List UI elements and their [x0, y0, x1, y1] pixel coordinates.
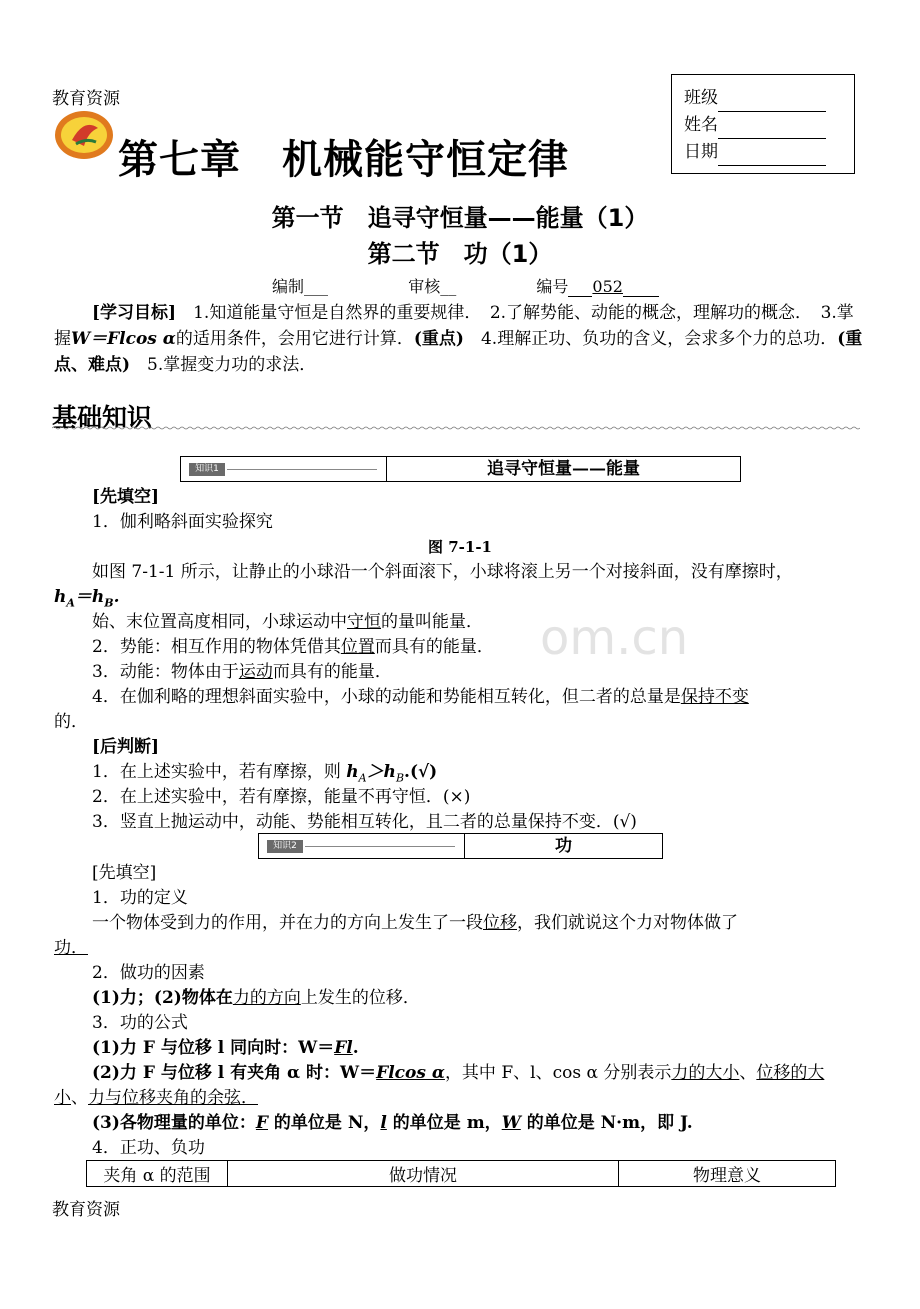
work-table — [86, 1160, 836, 1187]
item-work-factors: 2．做功的因素 — [92, 963, 205, 983]
table-header-row — [87, 1161, 836, 1187]
name-field[interactable]: 姓名 — [684, 112, 854, 139]
footer-resource: 教育资源 — [52, 1200, 120, 1220]
header-resource: 教育资源 — [52, 89, 120, 109]
watermark-text: om.cn — [540, 610, 689, 666]
formula-1: (1)力 F 与位移 l 同向时：W＝Fl. — [92, 1038, 359, 1058]
item-positive-negative-work: 4．正功、负功 — [92, 1138, 205, 1158]
school-logo — [54, 110, 114, 160]
meta-line — [272, 274, 659, 297]
editor: 编制___ — [272, 277, 329, 296]
learning-goals: [学习目标] 1.知道能量守恒是自然界的重要规律． 2.了解势能、动能的概念，理解功的概念． 3.掌握W＝Flcos α的适用条件，会用它进行计算．(重点) 4.理解正功、负功的含义，会求多个力的总功．(重点、难点) 5.掌握变力功的求法． — [54, 303, 863, 375]
table-header-meaning: 物理意义 — [619, 1161, 836, 1187]
item-potential-energy: 2．势能：相互作用的物体凭借其位置而具有的能量． — [92, 637, 494, 657]
judge-1: 1．在上述实验中，若有摩擦，则 $h_A>h_B.(√)$ — [92, 762, 438, 785]
figure-caption: 图 7-1-1 — [428, 538, 492, 556]
item-kinetic-energy: 3．动能：物体由于运动而具有的能量． — [92, 662, 392, 682]
table-header-work: 做功情况 — [228, 1161, 619, 1187]
item-1-1: 1．伽利略斜面实验探究 — [92, 512, 273, 532]
para-work-factors: (1)力；(2)物体在力的方向上发生的位移． — [92, 988, 420, 1008]
class-field[interactable]: 班级 — [684, 85, 854, 112]
knowledge-tag-1: 知识1 — [189, 463, 225, 476]
knowledge-box-2 — [258, 833, 663, 859]
wavy-divider — [52, 426, 860, 430]
fill-heading-2: [先填空] — [92, 863, 157, 883]
judge-3: 3．竖直上抛运动中，动能、势能相互转化，且二者的总量保持不变．(√) — [92, 812, 637, 832]
formula-units: (3)各物理量的单位：F 的单位是 N，l 的单位是 m，W 的单位是 N·m，即 J. — [92, 1113, 693, 1133]
item-ideal-experiment-end: 的． — [54, 712, 88, 732]
number-label: 编号 — [536, 277, 569, 296]
reviewer: 审核__ — [408, 277, 457, 296]
student-info-box — [671, 74, 855, 174]
chapter-title: 第七章 机械能守恒定律 — [118, 137, 569, 183]
formula-2: (2)力 F 与位移 l 有夹角 α 时：W＝Flcos α，其中 F、l、cos α 分别表示力的大小、位移的大 — [92, 1063, 825, 1083]
para-galileo: 如图 7-1-1 所示，让静止的小球沿一个斜面滚下，小球将滚上另一个对接斜面，没有摩擦时， — [92, 562, 793, 582]
height-equation: $h_A=h_B$. — [54, 587, 120, 610]
knowledge-box-1 — [180, 456, 741, 482]
fill-heading-1: [先填空] — [92, 487, 160, 507]
para-work-definition-end: 功． — [54, 938, 88, 958]
number-value: 052 — [592, 277, 623, 296]
knowledge-title-1: 追寻守恒量——能量 — [487, 459, 640, 479]
item-ideal-experiment: 4．在伽利略的理想斜面实验中，小球的动能和势能相互转化，但二者的总量是保持不变 — [92, 687, 749, 707]
knowledge-tag-2: 知识2 — [267, 840, 303, 853]
table-header-angle: 夹角 α 的范围 — [87, 1161, 228, 1187]
basic-knowledge-heading: 基础知识 — [52, 403, 153, 432]
date-field[interactable]: 日期 — [684, 139, 854, 166]
section-title-1: 第一节 追寻守恒量——能量（1） — [271, 204, 649, 232]
para-conservation: 始、末位置高度相同，小球运动中守恒的量叫能量． — [92, 612, 483, 632]
judge-heading: [后判断] — [92, 737, 160, 757]
formula-2-end: 小、力与位移夹角的余弦． — [54, 1088, 258, 1108]
section-title-2: 第二节 功（1） — [367, 240, 553, 268]
judge-2: 2．在上述实验中，若有摩擦，能量不再守恒．(×) — [92, 787, 471, 807]
item-work-formula: 3．功的公式 — [92, 1013, 188, 1033]
item-work-definition: 1．功的定义 — [92, 888, 188, 908]
knowledge-title-2: 功 — [555, 836, 572, 856]
para-work-definition: 一个物体受到力的作用，并在力的方向上发生了一段位移，我们就说这个力对物体做了 — [92, 913, 738, 933]
